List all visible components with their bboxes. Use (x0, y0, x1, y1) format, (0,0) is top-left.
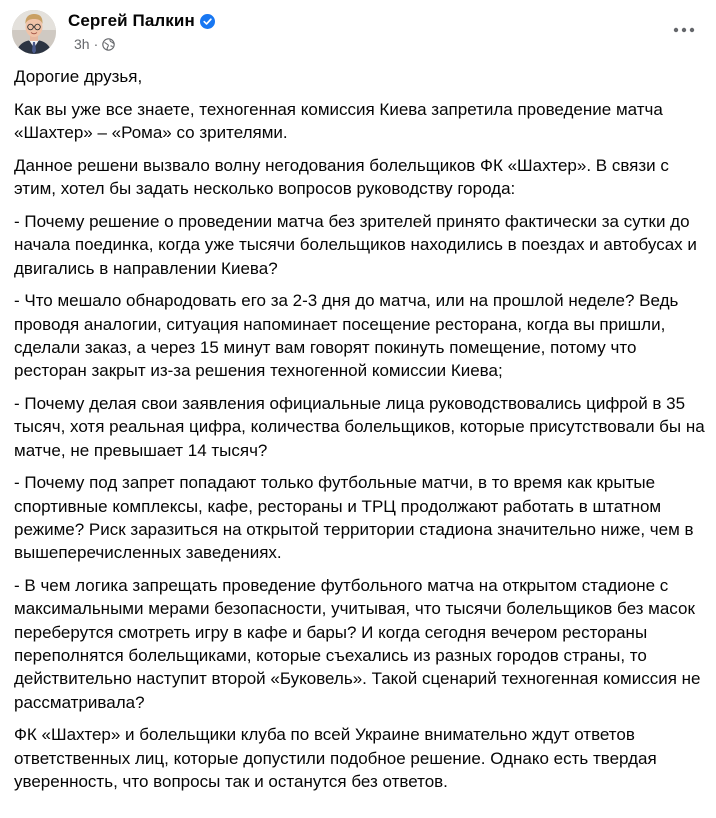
post-paragraph: Как вы уже все знаете, техногенная комиссия Киева запретила проведение матча «Шахтер» – «Рома» со зрителями. (14, 99, 663, 143)
meta-separator: · (93, 36, 99, 52)
verified-badge-icon (200, 14, 215, 29)
post-paragraph: Данное решени вызвало волну негодования болельщиков ФК «Шахтер». В связи с этим, хотел бы задать несколько вопросов руководству города: (14, 155, 669, 199)
author-name-link[interactable] (68, 11, 215, 31)
avatar-image (12, 10, 56, 54)
post-paragraph: Дорогие друзья, (14, 67, 143, 86)
post-paragraph: - Почему под запрет попадают только футбольные матчи, в то время как крытые спортивные комплексы, кафе, рестораны и ТРЦ продолжают работать в штатном режиме? Риск заразиться на открытой территории стадиона значительно ниже, чем в вышеперечисленных заведениях. (14, 473, 694, 563)
post-paragraph: ФК «Шахтер» и болельщики клуба по всей Украине внимательно ждут ответов ответственных лиц, которые допустили подобное решение. Однако есть твердая уверенность, что вопросы так и останутся без ответов. (14, 725, 657, 792)
post-paragraph: - Почему делая свои заявления официальные лица руководствовались цифрой в 35 тысяч, хотя реальная цифра, количества болельщиков, которые присутствовали бы на матче, не превышает 14 тысяч? (14, 394, 705, 460)
post-paragraph: - Почему решение о проведении матча без зрителей принято фактически за сутки до начала поединка, когда уже тысячи болельщиков находились в поездах и автобусах и двигались в направлении Киева? (14, 211, 697, 278)
post-meta (74, 36, 115, 52)
globe-icon[interactable] (102, 38, 115, 51)
avatar[interactable] (12, 10, 56, 54)
more-options-button[interactable] (668, 14, 700, 46)
post-text (14, 65, 708, 803)
post-paragraph: - Что мешало обнародовать его за 2-3 дня до матча, или на прошлой неделе? Ведь проводя аналогии, ситуация напоминает посещение ресторана, когда вы пришли, сделали заказ, а через 15 минут вам говорят покинуть помещение, потому что ресторан закрыт из-за решения техногенной комиссии Киева; (14, 291, 679, 381)
more-options-icon (673, 27, 695, 33)
post-paragraph: - В чем логика запрещать проведение футбольного матча на открытом стадионе с максимальными мерами безопасности, учитывая, что тысячи болельщиков без масок переберутся смотреть игру в кафе и бары? И когда сегодня вечером рестораны переполнятся болельщиками, которые съехались из разных городов страны, то действительно наступит второй «Буковель». Такой сценарий техногенная комиссия не рассматривала? (14, 576, 701, 712)
post-timestamp[interactable]: 3h (74, 36, 90, 52)
post-header (12, 8, 704, 58)
author-name[interactable]: Сергей Палкин (68, 11, 195, 30)
